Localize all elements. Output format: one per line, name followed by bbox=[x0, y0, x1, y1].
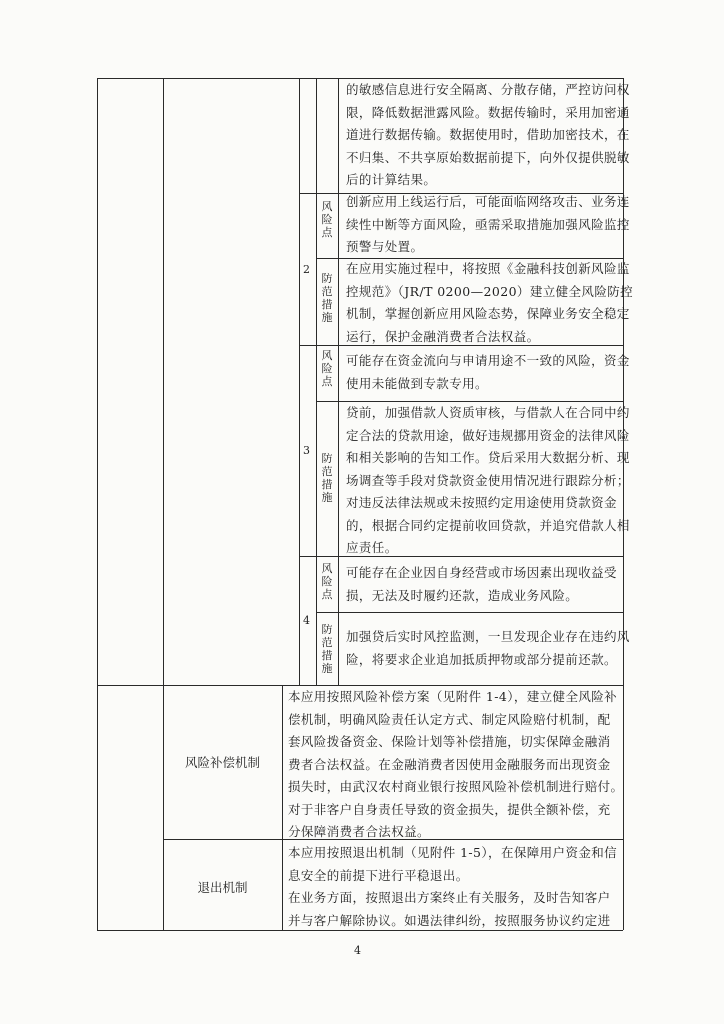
risk-point-label: 风险点 bbox=[321, 562, 333, 601]
row-number: 2 bbox=[303, 263, 310, 276]
prevention-measure-text: 贷前，加强借款人资质审核，与借款人在合同中约 定合法的贷款用途，做好违规挪用资金的法律风险 和相关影响的告知工作。贷后采用大数据分析、现 场调查等手段对贷款资金使用情况进行跟踪分析； 对违反法律法规或未按照约定用途使用贷款资金 的，根据合同约定提前收回贷款，并追究借款人相 应责任。 bbox=[346, 405, 630, 555]
row-divider bbox=[316, 612, 623, 613]
compensation-heading: 风险补偿机制 bbox=[184, 755, 260, 770]
row-number: 3 bbox=[303, 444, 310, 457]
risk-point-text: 可能存在企业因自身经营或市场因素出现收益受 损，无法及时履约还款，造成业务风险。 bbox=[346, 565, 617, 603]
prevention-measure-text: 加强贷后实时风控监测，一旦发现企业存在违约风 险，将要求企业追加抵质押物或部分提前还款。 bbox=[346, 629, 630, 667]
risk-point-text: 创新应用上线运行后，可能面临网络攻击、业务连 续性中断等方面风险，亟需采取措施加强风险监控 预警与处置。 bbox=[346, 194, 630, 254]
column-divider bbox=[316, 78, 317, 685]
prevention-measure-label: 防范措施 bbox=[321, 452, 333, 504]
column-divider bbox=[299, 78, 300, 685]
exit-text: 本应用按照退出机制（见附件 1-5），在保障用户资金和信 息安全的前提下进行平稳退出。 在业务方面，按照退出方案终止有关服务，及时告知客户 并与客户解除协议。如遇法律纠纷，按照服务协议约定进 bbox=[288, 845, 618, 928]
prevention-measure-text: 在应用实施过程中，将按照《金融科技创新风险监 控规范》（JR/T 0200—2020）建立健全风险防控 机制，掌握创新应用风险态势，保障业务安全稳定 运行，保护金融消费者合法权益。 bbox=[346, 261, 634, 344]
compensation-text: 本应用按照风险补偿方案（见附件 1-4），建立健全风险补 偿机制，明确风险责任认定方式、制定风险赔付机制，配 套风险拨备资金、保险计划等补偿措施，切实保障金融消 费者合法权益。在金融消费者因使用金融服务而出现资金 损失时，由武汉农村商业银行按照风险补偿机制进行赔付。 对于非客户自身责任导致的资金损失，提供全额补偿，充 分保障消费者合法权益。 bbox=[288, 689, 624, 839]
risk-measure-text: 的敏感信息进行安全隔离、分散存储，严控访问权 限，降低数据泄露风险。数据传输时，采用加密通 道进行数据传输。数据使用时，借助加密技术，在 不归集、不共享原始数据前提下，向外仅提供脱敏 后的计算结果。 bbox=[346, 82, 630, 187]
page-number: 4 bbox=[354, 944, 361, 957]
column-divider bbox=[338, 78, 339, 685]
column-divider bbox=[163, 78, 164, 930]
risk-point-label: 风险点 bbox=[321, 349, 333, 388]
prevention-measure-label: 防范措施 bbox=[321, 623, 333, 675]
risk-point-text: 可能存在资金流向与申请用途不一致的风险，资金 使用未能做到专款专用。 bbox=[346, 353, 630, 391]
column-divider bbox=[282, 685, 283, 930]
risk-point-label: 风险点 bbox=[321, 200, 333, 239]
table-border-left bbox=[97, 78, 98, 930]
exit-heading: 退出机制 bbox=[197, 880, 248, 895]
prevention-measure-label: 防范措施 bbox=[321, 272, 333, 324]
row-number: 4 bbox=[303, 614, 310, 627]
